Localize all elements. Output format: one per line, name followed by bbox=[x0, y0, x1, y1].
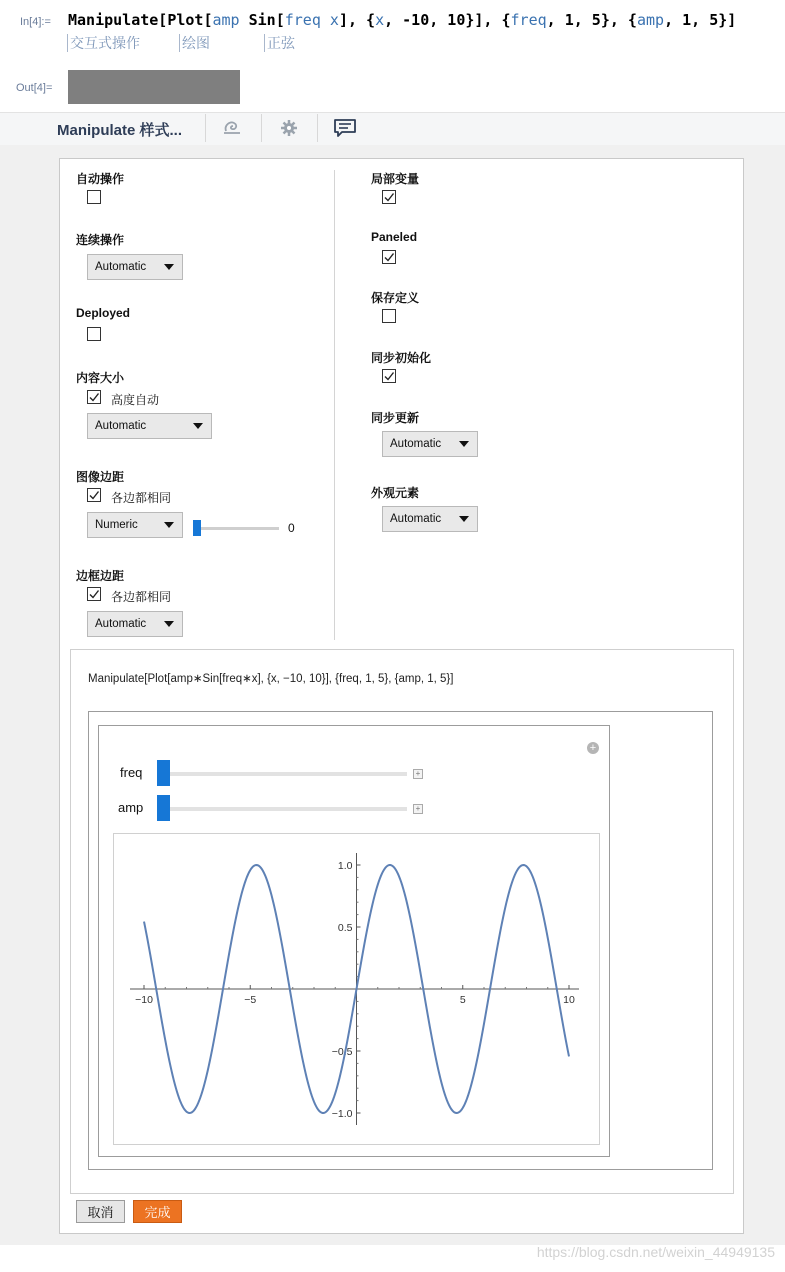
output-label: Out[4]= bbox=[16, 82, 53, 94]
save-definitions-checkbox[interactable] bbox=[382, 309, 396, 323]
code-token: , 1, 5}, { bbox=[546, 11, 637, 29]
column-divider bbox=[334, 170, 335, 640]
comment-icon bbox=[333, 118, 357, 138]
output-placeholder[interactable] bbox=[68, 70, 240, 104]
amp-slider-track[interactable] bbox=[157, 807, 407, 811]
chevron-down-icon bbox=[459, 516, 469, 522]
frame-margins-check-label: 各边都相同 bbox=[111, 590, 172, 604]
sync-initialization-checkbox[interactable] bbox=[382, 369, 396, 383]
image-margins-checkbox[interactable] bbox=[87, 488, 101, 502]
code-token: , -10, 10}], { bbox=[384, 11, 511, 29]
freq-slider-track[interactable] bbox=[157, 772, 407, 776]
dropdown-value: Automatic bbox=[95, 618, 147, 630]
code-token: freq x bbox=[284, 11, 339, 29]
image-margins-slider-thumb[interactable] bbox=[193, 520, 201, 536]
hint-plot[interactable]: 绘图 bbox=[179, 34, 210, 52]
checkmark-icon bbox=[88, 489, 100, 501]
checkmark-icon bbox=[383, 251, 395, 263]
localize-variables-checkbox[interactable] bbox=[382, 190, 396, 204]
code-token: amp bbox=[212, 11, 240, 29]
code-token: , 1, 5}] bbox=[664, 11, 737, 29]
code-token: Sin[ bbox=[239, 11, 285, 29]
y-tick-label: −1.0 bbox=[331, 1108, 353, 1120]
swirl-icon bbox=[222, 119, 244, 137]
frame-margins-checkbox[interactable] bbox=[87, 587, 101, 601]
appearance-elements-label: 外观元素 bbox=[371, 486, 420, 500]
code-token: x bbox=[375, 11, 385, 29]
comment-button[interactable] bbox=[328, 115, 362, 141]
toolbar-divider bbox=[317, 114, 318, 142]
input-label: In[4]:= bbox=[20, 16, 51, 28]
sync-initialization-label: 同步初始化 bbox=[371, 351, 432, 365]
panel-options-plus-icon[interactable]: + bbox=[587, 742, 599, 754]
toolbar-title[interactable]: Manipulate 样式... bbox=[57, 122, 183, 139]
image-margins-slider-track[interactable] bbox=[193, 527, 279, 530]
sync-updating-label: 同步更新 bbox=[371, 411, 420, 425]
content-size-checkbox[interactable] bbox=[87, 390, 101, 404]
amp-slider-thumb[interactable] bbox=[157, 795, 170, 821]
dropdown-value: Automatic bbox=[95, 420, 147, 432]
x-tick-label: −5 bbox=[244, 994, 257, 1006]
checkmark-icon bbox=[383, 370, 395, 382]
code-token: freq bbox=[510, 11, 547, 29]
gear-icon bbox=[279, 118, 299, 138]
y-tick-label: −0.5 bbox=[331, 1046, 353, 1058]
image-margins-label: 图像边距 bbox=[76, 470, 125, 484]
watermark: https://blog.csdn.net/weixin_44949135 bbox=[536, 1244, 775, 1260]
chevron-down-icon bbox=[459, 441, 469, 447]
appearance-elements-dropdown[interactable] bbox=[382, 506, 478, 532]
hint-manipulate[interactable]: 交互式操作 bbox=[67, 34, 140, 52]
chevron-down-icon bbox=[164, 264, 174, 270]
deployed-label: Deployed bbox=[76, 306, 131, 320]
code-token: ], { bbox=[338, 11, 376, 29]
code-token: Manipulate[Plot[ bbox=[68, 11, 213, 29]
frame-margins-dropdown[interactable] bbox=[87, 611, 183, 637]
done-button[interactable]: 完成 bbox=[133, 1200, 182, 1223]
sine-plot bbox=[113, 833, 600, 1145]
auto-action-checkbox[interactable] bbox=[87, 190, 101, 204]
x-tick-label: 10 bbox=[563, 994, 575, 1006]
content-size-dropdown[interactable] bbox=[87, 413, 212, 439]
toolbar-divider bbox=[205, 114, 206, 142]
continuous-action-label: 连续操作 bbox=[76, 233, 125, 247]
content-size-label: 内容大小 bbox=[76, 371, 125, 385]
checkmark-icon bbox=[383, 191, 395, 203]
dropdown-value: Numeric bbox=[95, 519, 138, 531]
save-definitions-label: 保存定义 bbox=[371, 291, 420, 305]
auto-action-label: 自动操作 bbox=[76, 172, 125, 186]
swirl-button[interactable] bbox=[216, 115, 250, 141]
hint-sin[interactable]: 正弦 bbox=[264, 34, 295, 52]
y-tick-label: 1.0 bbox=[337, 860, 353, 872]
continuous-action-dropdown[interactable] bbox=[87, 254, 183, 280]
chevron-down-icon bbox=[164, 621, 174, 627]
dropdown-value: Automatic bbox=[95, 261, 147, 273]
y-tick-label: 0.5 bbox=[337, 922, 353, 934]
dropdown-value: Automatic bbox=[390, 513, 442, 525]
control-label-freq: freq bbox=[120, 765, 143, 780]
amp-expand-plus-icon[interactable]: + bbox=[413, 804, 423, 814]
paneled-label: Paneled bbox=[371, 230, 418, 244]
chevron-down-icon bbox=[164, 522, 174, 528]
code-token: amp bbox=[636, 11, 665, 29]
localize-variables-label: 局部变量 bbox=[371, 172, 420, 186]
image-margins-check-label: 各边都相同 bbox=[111, 491, 172, 505]
image-margins-slider-value: 0 bbox=[288, 521, 295, 535]
code-line[interactable] bbox=[68, 11, 736, 29]
freq-slider-thumb[interactable] bbox=[157, 760, 170, 786]
paneled-checkbox[interactable] bbox=[382, 250, 396, 264]
content-size-check-label: 高度自动 bbox=[111, 393, 160, 407]
cancel-button[interactable]: 取消 bbox=[76, 1200, 125, 1223]
gear-button[interactable] bbox=[272, 115, 306, 141]
chevron-down-icon bbox=[193, 423, 203, 429]
x-tick-label: 5 bbox=[459, 994, 466, 1006]
x-tick-label: −10 bbox=[135, 994, 153, 1006]
dropdown-value: Automatic bbox=[390, 438, 442, 450]
preview-code: Manipulate[Plot[amp∗Sin[freq∗x], {x, −10, 10}], {freq, 1, 5}, {amp, 1, 5}] bbox=[88, 673, 454, 685]
frame-margins-label: 边框边距 bbox=[76, 569, 125, 583]
deployed-checkbox[interactable] bbox=[87, 327, 101, 341]
toolbar-divider bbox=[261, 114, 262, 142]
image-margins-dropdown[interactable] bbox=[87, 512, 183, 538]
sync-updating-dropdown[interactable] bbox=[382, 431, 478, 457]
checkmark-icon bbox=[88, 391, 100, 403]
freq-expand-plus-icon[interactable]: + bbox=[413, 769, 423, 779]
checkmark-icon bbox=[88, 588, 100, 600]
control-label-amp: amp bbox=[118, 800, 144, 815]
